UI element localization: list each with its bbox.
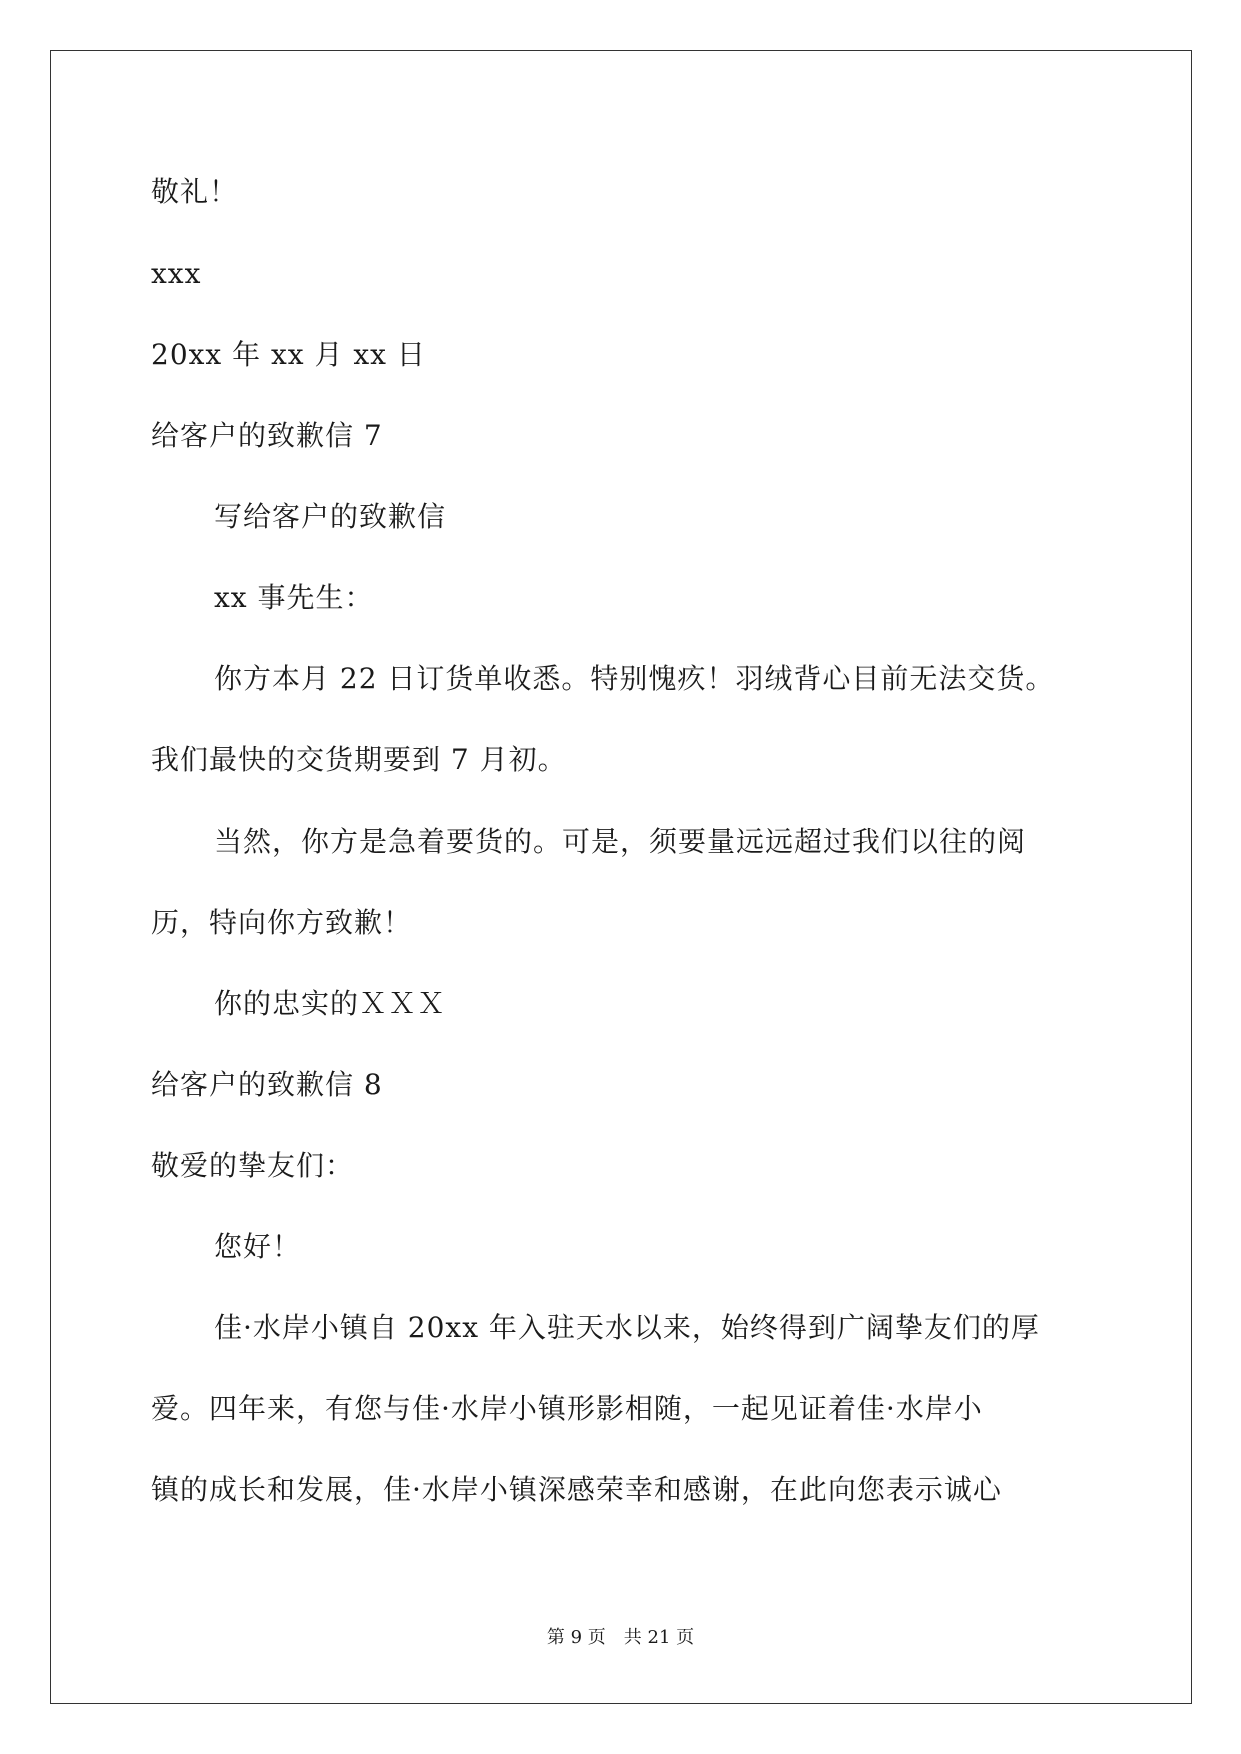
- section-heading-7: 给客户的致歉信 7: [151, 419, 383, 452]
- letter-salutation: xx 事先生：: [214, 581, 374, 614]
- closing-salute: 敬礼！: [151, 175, 239, 208]
- section-heading-8: 给客户的致歉信 8: [151, 1068, 383, 1101]
- body-paragraph-line: 历，特向你方致歉！: [151, 906, 413, 939]
- page-number-footer: 第 9 页 共 21 页: [546, 1627, 695, 1648]
- page-border: [50, 50, 1192, 1704]
- signature-name: xxx: [151, 257, 202, 290]
- letter-signoff: 你的忠实的ＸＸＸ: [214, 987, 447, 1020]
- letter-greeting: 您好！: [214, 1230, 302, 1263]
- body-paragraph-line: 你方本月 22 日订货单收悉。特别愧疚！羽绒背心目前无法交货。: [214, 662, 1055, 695]
- body-paragraph-line: 我们最快的交货期要到 7 月初。: [151, 743, 567, 776]
- letter-title: 写给客户的致歉信: [214, 500, 447, 533]
- body-paragraph-line: 镇的成长和发展，佳·水岸小镇深感荣幸和感谢，在此向您表示诚心: [151, 1473, 1002, 1506]
- body-paragraph-line: 爱。四年来，有您与佳·水岸小镇形影相随，一起见证着佳·水岸小: [151, 1392, 983, 1425]
- signature-date: 20xx 年 xx 月 xx 日: [151, 338, 426, 371]
- letter-salutation: 敬爱的挚友们：: [151, 1149, 355, 1182]
- body-paragraph-line: 当然，你方是急着要货的。可是，须要量远远超过我们以往的阅: [214, 825, 1027, 858]
- body-paragraph-line: 佳·水岸小镇自 20xx 年入驻天水以来，始终得到广阔挚友们的厚: [214, 1311, 1040, 1344]
